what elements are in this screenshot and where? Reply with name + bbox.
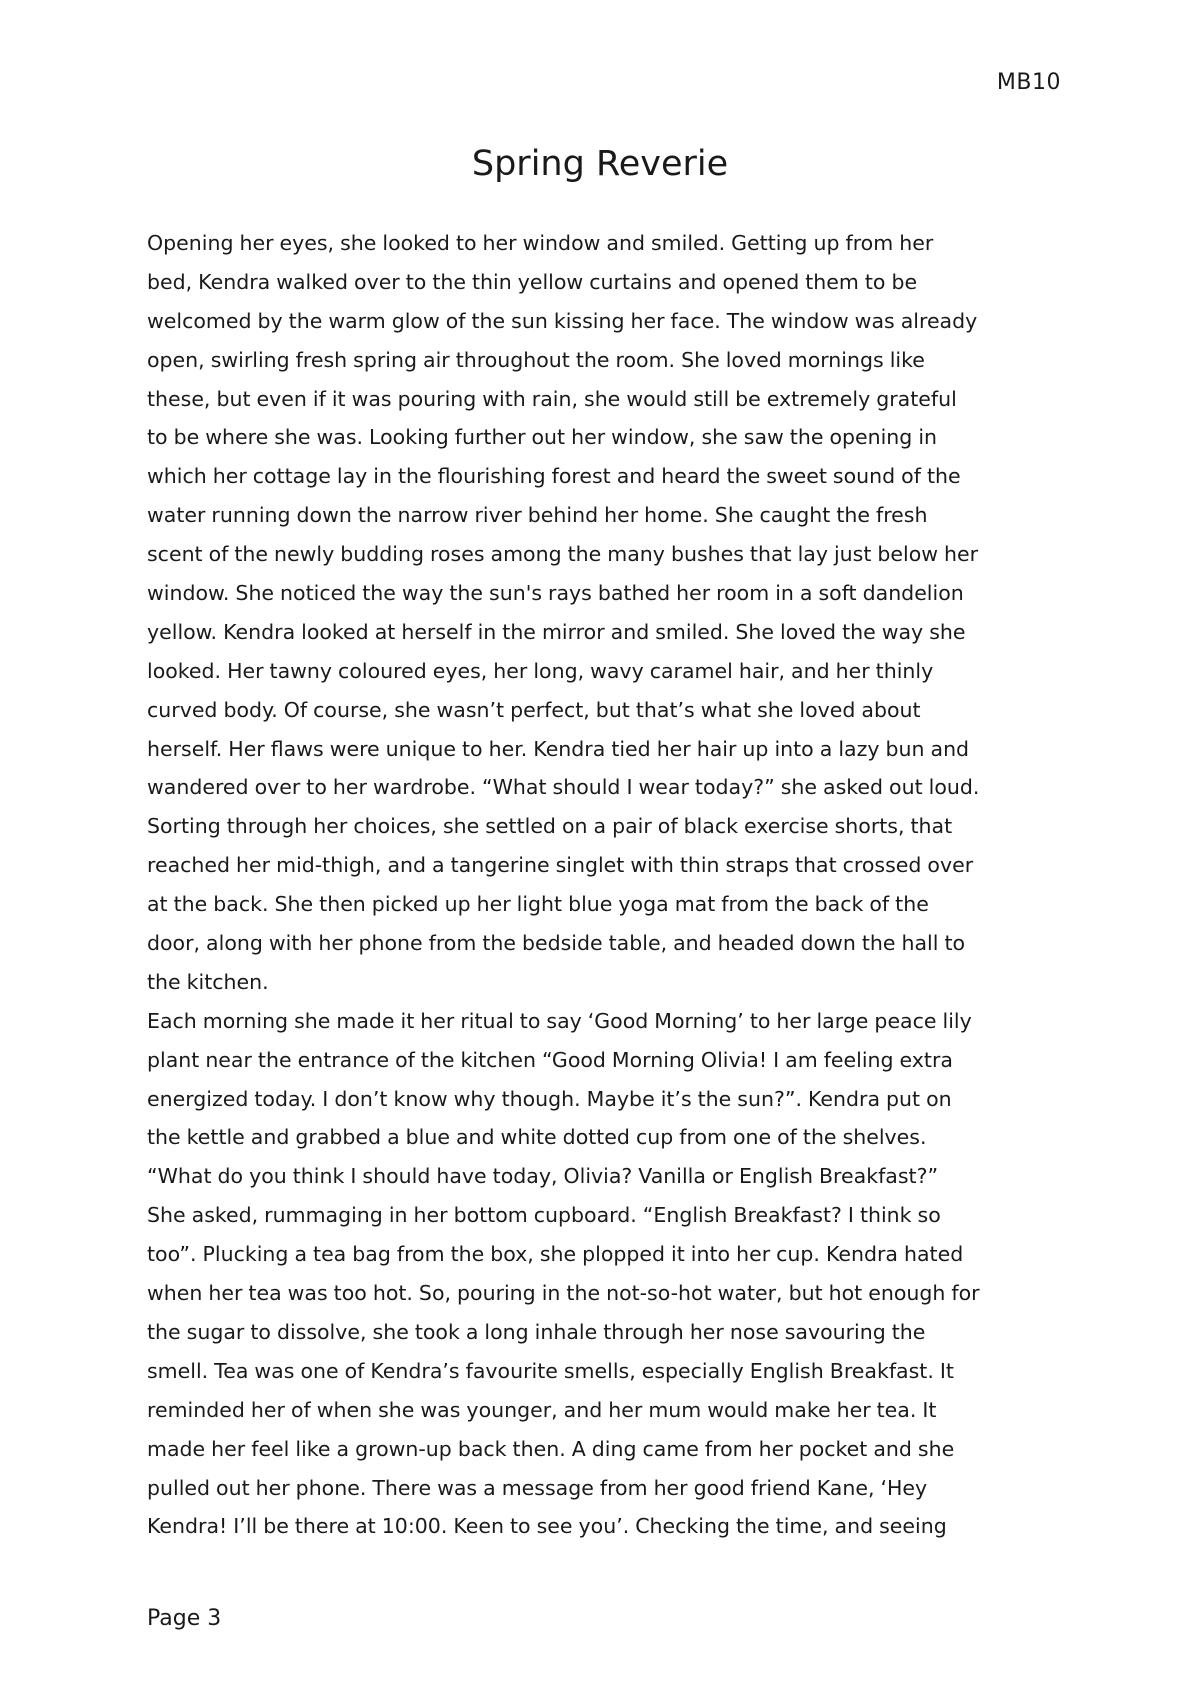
body-line: reached her mid-thigh, and a tangerine singlet with thin straps that crossed over — [147, 853, 974, 878]
body-line: yellow. Kendra looked at herself in the mirror and smiled. She loved the way she — [147, 619, 966, 644]
page-number: Page 3 — [147, 1606, 222, 1631]
body-line: at the back. She then picked up her light blue yoga mat from the back of the — [147, 892, 929, 917]
page-title: Spring Reverie — [471, 144, 729, 184]
body-line: made her feel like a grown-up back then. A ding came from her pocket and she — [147, 1436, 955, 1461]
body-line: which her cottage lay in the flourishing forest and heard the sweet sound of the — [147, 464, 961, 489]
body-line: plant near the entrance of the kitchen “Good Morning Olivia! I am feeling extra — [147, 1047, 953, 1072]
body-line: pulled out her phone. There was a message from her good friend Kane, ‘Hey — [147, 1475, 928, 1500]
body-line: these, but even if it was pouring with rain, she would still be extremely grateful — [147, 386, 957, 411]
body-line: Kendra! I’ll be there at 10:00. Keen to see you’. Checking the time, and seeing — [147, 1514, 947, 1539]
body-line: curved body. Of course, she wasn’t perfect, but that’s what she loved about — [147, 697, 921, 722]
body-line: window. She noticed the way the sun's rays bathed her room in a soft dandelion — [147, 581, 964, 606]
body-line: the sugar to dissolve, she took a long inhale through her nose savouring the — [147, 1319, 926, 1344]
document-code: MB10 — [996, 70, 1061, 95]
body-line: “What do you think I should have today, Olivia? Vanilla or English Breakfast?” — [147, 1164, 939, 1189]
body-line: looked. Her tawny coloured eyes, her long, wavy caramel hair, and her thinly — [147, 658, 934, 683]
body-line: herself. Her flaws were unique to her. Kendra tied her hair up into a lazy bun and — [147, 736, 970, 761]
body-line: bed, Kendra walked over to the thin yellow curtains and opened them to be — [147, 269, 918, 294]
body-line: wandered over to her wardrobe. “What should I wear today?” she asked out loud. — [147, 775, 980, 800]
body-line: scent of the newly budding roses among the many bushes that lay just below her — [147, 542, 979, 567]
body-line: when her tea was too hot. So, pouring in the not-so-hot water, but hot enough for — [147, 1281, 980, 1306]
body-line: water running down the narrow river behind her home. She caught the fresh — [147, 503, 928, 528]
body-line: welcomed by the warm glow of the sun kissing her face. The window was already — [147, 308, 978, 333]
body-line: too”. Plucking a tea bag from the box, she plopped it into her cup. Kendra hated — [147, 1242, 964, 1267]
body-line: energized today. I don’t know why though. Maybe it’s the sun?”. Kendra put on — [147, 1086, 952, 1111]
body-line: She asked, rummaging in her bottom cupboard. “English Breakfast? I think so — [147, 1203, 941, 1228]
body-line: Each morning she made it her ritual to say ‘Good Morning’ to her large peace lily — [147, 1008, 972, 1033]
body-line: the kettle and grabbed a blue and white dotted cup from one of the shelves. — [147, 1125, 927, 1150]
story-body — [147, 224, 1067, 1546]
body-line: smell. Tea was one of Kendra’s favourite smells, especially English Breakfast. It — [147, 1358, 954, 1383]
body-line: the kitchen. — [147, 969, 269, 994]
body-line: open, swirling fresh spring air throughout the room. She loved mornings like — [147, 347, 925, 372]
body-line: Opening her eyes, she looked to her window and smiled. Getting up from her — [147, 231, 934, 255]
body-line: to be where she was. Looking further out her window, she saw the opening in — [147, 425, 938, 450]
body-line: door, along with her phone from the bedside table, and headed down the hall to — [147, 931, 966, 956]
body-line: Sorting through her choices, she settled on a pair of black exercise shorts, that — [147, 814, 953, 839]
body-line: reminded her of when she was younger, and her mum would make her tea. It — [147, 1397, 937, 1422]
